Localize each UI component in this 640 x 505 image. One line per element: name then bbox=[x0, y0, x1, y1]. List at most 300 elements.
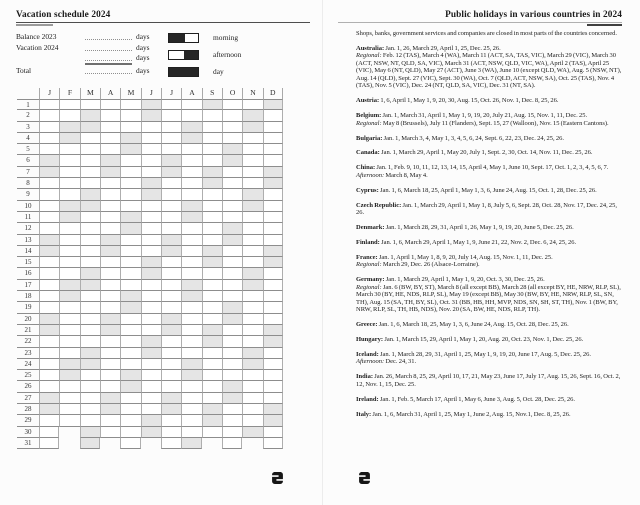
weekend-cell bbox=[80, 348, 100, 359]
day-cell bbox=[202, 381, 222, 392]
day-cell bbox=[181, 314, 201, 325]
day-number: 24 bbox=[17, 359, 39, 370]
day-cell bbox=[242, 393, 262, 404]
day-cell bbox=[120, 99, 140, 110]
country-name: Iceland: bbox=[356, 350, 379, 358]
day-cell bbox=[39, 302, 59, 313]
day-cell bbox=[263, 268, 283, 279]
day-cell bbox=[39, 381, 59, 392]
day-cell bbox=[141, 393, 161, 404]
month-letter: O bbox=[222, 88, 242, 99]
weekend-cell bbox=[161, 325, 181, 336]
weekend-cell bbox=[202, 99, 222, 110]
day-number: 29 bbox=[17, 415, 39, 426]
weekend-cell bbox=[39, 155, 59, 166]
right-page-title: Public holidays in various countries in 2024 bbox=[445, 10, 622, 20]
total-sum-rule bbox=[85, 63, 132, 66]
day-cell bbox=[222, 280, 242, 291]
weekend-cell bbox=[100, 246, 120, 257]
country-name: Canada: bbox=[356, 149, 380, 157]
country-name: Belgium: bbox=[356, 112, 382, 120]
day-cell bbox=[39, 359, 59, 370]
day-cell bbox=[181, 381, 201, 392]
day-cell bbox=[222, 370, 242, 381]
legend-label: afternoon bbox=[213, 49, 242, 59]
day-cell bbox=[161, 212, 181, 223]
day-cell bbox=[120, 189, 140, 200]
country-entry: Bulgaria: Jan. 1, March 3, 4, May 1, 3, 4, 5, 6, 24, Sept. 6, 22, 23, Dec. 24, 25, 26. bbox=[356, 134, 564, 142]
day-number: 8 bbox=[17, 178, 39, 189]
day-cell bbox=[141, 223, 161, 234]
day-cell bbox=[181, 393, 201, 404]
weekend-cell bbox=[161, 167, 181, 178]
weekend-cell bbox=[39, 246, 59, 257]
legend-row-afternoon bbox=[0, 50, 270, 61]
month-letter: J bbox=[161, 88, 181, 99]
day-cell bbox=[181, 235, 201, 246]
day-cell bbox=[181, 155, 201, 166]
day-cell bbox=[39, 99, 59, 110]
day-cell bbox=[161, 144, 181, 155]
day-cell bbox=[242, 314, 262, 325]
weekend-cell bbox=[141, 348, 161, 359]
day-number: 16 bbox=[17, 268, 39, 279]
form-row-label: Balance 2023 bbox=[16, 32, 57, 41]
day-cell bbox=[39, 427, 59, 438]
day-cell bbox=[100, 291, 120, 302]
day-cell bbox=[80, 246, 100, 257]
day-number: 13 bbox=[17, 235, 39, 246]
weekend-cell bbox=[263, 167, 283, 178]
day-cell bbox=[100, 359, 120, 370]
day-cell bbox=[202, 110, 222, 121]
day-cell bbox=[181, 257, 201, 268]
day-cell bbox=[222, 201, 242, 212]
day-number: 27 bbox=[17, 393, 39, 404]
weekend-cell bbox=[120, 291, 140, 302]
day-cell bbox=[242, 223, 262, 234]
day-number: 9 bbox=[17, 189, 39, 200]
day-cell bbox=[141, 280, 161, 291]
day-cell bbox=[100, 268, 120, 279]
day-cell bbox=[39, 133, 59, 144]
day-cell bbox=[100, 144, 120, 155]
country-entry: Hungary: Jan. 1, March 15, 29, April 1, May 1, 20, Aug. 20, Oct. 23, Nov. 1, Dec. 25, 26. bbox=[356, 335, 584, 343]
left-page-title: Vacation schedule 2024 bbox=[16, 10, 111, 20]
day-cell bbox=[100, 189, 120, 200]
day-cell bbox=[263, 438, 283, 449]
weekend-cell bbox=[242, 280, 262, 291]
day-cell bbox=[39, 268, 59, 279]
country-entry: Czech Republic: Jan. 1, March 29, April 1, May 1, 8, July 5, 6, Sept. 28, Oct. 28, Nov. 17, Dec. 24, 25, 26. bbox=[356, 201, 618, 217]
day-cell bbox=[161, 427, 181, 438]
day-cell bbox=[202, 302, 222, 313]
day-cell bbox=[59, 246, 79, 257]
day-cell bbox=[222, 359, 242, 370]
month-letter: M bbox=[120, 88, 140, 99]
weekend-cell bbox=[141, 99, 161, 110]
day-number: 4 bbox=[17, 133, 39, 144]
day-cell bbox=[202, 427, 222, 438]
country-entry: Italy: Jan. 1, 6, March 31, April 1, 25, May 1, June 2, Aug. 15, Nov.1, Dec. 8, 25, 26. bbox=[356, 410, 571, 418]
day-cell bbox=[263, 381, 283, 392]
country-entry: Iceland: Jan. 1, March 28, 29, 31, April 1, 25, May 1, 9, 19, 20, June 17, Aug. 5, Dec. 25, 26. Afternoon: Dec. 24, 31. bbox=[356, 350, 591, 366]
day-cell bbox=[59, 110, 79, 121]
day-cell bbox=[39, 201, 59, 212]
day-cell bbox=[161, 257, 181, 268]
weekend-cell bbox=[39, 314, 59, 325]
day-number: 20 bbox=[17, 314, 39, 325]
page-divider bbox=[322, 0, 323, 505]
weekend-cell bbox=[222, 393, 242, 404]
day-cell bbox=[263, 223, 283, 234]
day-cell bbox=[161, 370, 181, 381]
day-cell bbox=[222, 99, 242, 110]
day-cell bbox=[263, 280, 283, 291]
day-cell bbox=[120, 393, 140, 404]
day-number: 17 bbox=[17, 280, 39, 291]
day-cell bbox=[100, 212, 120, 223]
day-cell bbox=[222, 404, 242, 415]
day-number: 23 bbox=[17, 348, 39, 359]
weekend-cell bbox=[141, 110, 161, 121]
day-cell bbox=[161, 122, 181, 133]
day-cell bbox=[39, 280, 59, 291]
day-cell bbox=[242, 325, 262, 336]
day-cell bbox=[161, 336, 181, 347]
legend-label: day bbox=[213, 66, 224, 76]
day-cell bbox=[59, 381, 79, 392]
day-cell bbox=[181, 223, 201, 234]
weekend-cell bbox=[80, 201, 100, 212]
day-cell bbox=[141, 314, 161, 325]
grid-corner bbox=[17, 88, 39, 99]
country-name: Australia: bbox=[356, 44, 385, 52]
weekend-cell bbox=[59, 201, 79, 212]
weekend-cell bbox=[263, 246, 283, 257]
day-cell bbox=[120, 167, 140, 178]
day-cell bbox=[161, 415, 181, 426]
day-cell bbox=[80, 415, 100, 426]
day-cell bbox=[202, 393, 222, 404]
empty-slot bbox=[59, 438, 79, 449]
country-entry: Australia: Jan. 1, 26, March 29, April 1, 25, Dec. 25, 26. Regional: Feb. 12 (TAS), March 4 (WA), March 11 (ACT, SA, TAS, VIC), March 29 (VIC), March 30 (ACT, NSW, NT, QLD, SA, VIC), March 31 (ACT, NSW, QLD, VIC, WA), April 2 (TAS), April 25 (VIC), May 6 (NT, QLD), May 27 (ACT), June 3 (WA), June 10 (except QLD, WA), Aug. 5 (NSW, NT), Aug. 14 (QLD), Sept. 27 (VIC), Sept. 30 (WA), Oct. 7 (QLD, ACT, NSW, SA), Oct. 25 (TAS), Nov. 4 (TAS), Nov. 5 (VIC), Dec. 24 (NT, QLD, SA, VIC), Dec. 31 (NT, SA). bbox=[356, 44, 622, 90]
day-cell bbox=[242, 415, 262, 426]
day-cell bbox=[39, 415, 59, 426]
day-cell bbox=[222, 257, 242, 268]
day-cell bbox=[120, 246, 140, 257]
country-name: Hungary: bbox=[356, 335, 384, 343]
weekend-cell bbox=[80, 427, 100, 438]
weekend-cell bbox=[80, 438, 100, 449]
day-cell bbox=[222, 415, 242, 426]
weekend-cell bbox=[120, 133, 140, 144]
day-cell bbox=[80, 235, 100, 246]
weekend-cell bbox=[100, 155, 120, 166]
day-number: 14 bbox=[17, 246, 39, 257]
form-row-label: Vacation 2024 bbox=[16, 42, 59, 52]
country-name: Denmark: bbox=[356, 224, 385, 232]
day-cell bbox=[120, 348, 140, 359]
weekend-cell bbox=[181, 122, 201, 133]
day-cell bbox=[161, 280, 181, 291]
country-name: Italy: bbox=[356, 410, 372, 418]
weekend-cell bbox=[181, 370, 201, 381]
weekend-cell bbox=[100, 167, 120, 178]
empty-slot bbox=[141, 438, 161, 449]
day-cell bbox=[80, 336, 100, 347]
day-cell bbox=[59, 144, 79, 155]
day-cell bbox=[181, 178, 201, 189]
weekend-cell bbox=[263, 325, 283, 336]
country-entry: China: Jan. 1, Feb. 9, 10, 11, 12, 13, 14, 15, April 4, May 1, June 10, Sept. 17, Oct. 1, 2, 3, 4, 5, 6, 7. Afternoon: March 8, May 4. bbox=[356, 164, 609, 179]
month-letter: J bbox=[39, 88, 59, 99]
day-cell bbox=[222, 291, 242, 302]
day-cell bbox=[59, 268, 79, 279]
day-cell bbox=[39, 257, 59, 268]
day-cell bbox=[181, 268, 201, 279]
day-cell bbox=[39, 189, 59, 200]
weekend-cell bbox=[263, 178, 283, 189]
day-cell bbox=[161, 302, 181, 313]
day-cell bbox=[242, 155, 262, 166]
day-cell bbox=[120, 122, 140, 133]
month-letter: F bbox=[59, 88, 79, 99]
country-name: Ireland: bbox=[356, 395, 379, 403]
day-cell bbox=[59, 348, 79, 359]
day-cell bbox=[202, 201, 222, 212]
day-cell bbox=[141, 201, 161, 212]
day-cell bbox=[80, 99, 100, 110]
weekend-cell bbox=[222, 155, 242, 166]
day-number: 26 bbox=[17, 381, 39, 392]
weekend-cell bbox=[39, 167, 59, 178]
legend-label: morning bbox=[213, 32, 239, 42]
day-number: 15 bbox=[17, 257, 39, 268]
day-cell bbox=[222, 122, 242, 133]
day-cell bbox=[263, 155, 283, 166]
day-cell bbox=[59, 155, 79, 166]
weekend-cell bbox=[120, 144, 140, 155]
day-cell bbox=[222, 438, 242, 449]
form-row-label: Total bbox=[16, 66, 32, 75]
day-number: 18 bbox=[17, 291, 39, 302]
day-cell bbox=[120, 438, 140, 449]
day-cell bbox=[120, 110, 140, 121]
day-cell bbox=[141, 167, 161, 178]
day-cell bbox=[222, 212, 242, 223]
country-name: France: bbox=[356, 253, 378, 261]
day-cell bbox=[263, 133, 283, 144]
weekend-cell bbox=[222, 235, 242, 246]
day-cell bbox=[39, 144, 59, 155]
day-number: 5 bbox=[17, 144, 39, 155]
legend-swatch-fill bbox=[184, 51, 198, 60]
day-cell bbox=[202, 370, 222, 381]
country-entry: Cyprus: Jan. 1, 6, March 18, 25, April 1, May 1, 3, 6, June 24, Aug. 15, Oct. 1, 28, Dec. 25, 26. bbox=[356, 186, 597, 194]
weekend-cell bbox=[39, 404, 59, 415]
weekend-cell bbox=[120, 381, 140, 392]
day-cell bbox=[263, 348, 283, 359]
legend-row-day bbox=[0, 67, 270, 78]
day-cell bbox=[242, 235, 262, 246]
day-cell bbox=[222, 133, 242, 144]
day-cell bbox=[263, 235, 283, 246]
country-entry: Greece: Jan. 1, 6, March 18, 25, May 1, 3, 6, June 24, Aug. 15, Oct. 28, Dec. 25, 26. bbox=[356, 321, 569, 329]
month-letter: J bbox=[141, 88, 161, 99]
day-cell bbox=[100, 381, 120, 392]
day-cell bbox=[181, 336, 201, 347]
day-cell bbox=[202, 133, 222, 144]
weekend-cell bbox=[202, 167, 222, 178]
weekend-cell bbox=[120, 302, 140, 313]
day-cell bbox=[242, 99, 262, 110]
day-cell bbox=[263, 291, 283, 302]
country-name: Finland: bbox=[356, 238, 380, 246]
day-cell bbox=[222, 427, 242, 438]
day-cell bbox=[202, 212, 222, 223]
day-number: 3 bbox=[17, 122, 39, 133]
day-cell bbox=[100, 201, 120, 212]
weekend-cell bbox=[141, 189, 161, 200]
weekend-cell bbox=[181, 280, 201, 291]
weekend-cell bbox=[120, 223, 140, 234]
day-cell bbox=[161, 381, 181, 392]
day-cell bbox=[141, 359, 161, 370]
month-letter: D bbox=[263, 88, 283, 99]
day-cell bbox=[39, 178, 59, 189]
day-cell bbox=[242, 370, 262, 381]
day-number: 2 bbox=[17, 110, 39, 121]
day-cell bbox=[100, 302, 120, 313]
day-cell bbox=[263, 212, 283, 223]
day-cell bbox=[222, 110, 242, 121]
day-cell bbox=[100, 348, 120, 359]
day-cell bbox=[59, 415, 79, 426]
day-cell bbox=[242, 144, 262, 155]
day-cell bbox=[242, 133, 262, 144]
day-cell bbox=[202, 189, 222, 200]
day-cell bbox=[242, 404, 262, 415]
empty-slot bbox=[242, 438, 262, 449]
legend-swatch-fill bbox=[169, 34, 185, 43]
day-cell bbox=[161, 268, 181, 279]
weekend-cell bbox=[100, 314, 120, 325]
weekend-cell bbox=[100, 325, 120, 336]
day-cell bbox=[39, 212, 59, 223]
day-cell bbox=[39, 336, 59, 347]
weekend-cell bbox=[222, 314, 242, 325]
day-cell bbox=[242, 167, 262, 178]
weekend-cell bbox=[39, 393, 59, 404]
day-cell bbox=[181, 99, 201, 110]
weekend-cell bbox=[80, 122, 100, 133]
weekend-cell bbox=[242, 359, 262, 370]
day-cell bbox=[161, 133, 181, 144]
note-label: Regional: bbox=[356, 52, 382, 60]
day-cell bbox=[100, 336, 120, 347]
day-number: 28 bbox=[17, 404, 39, 415]
weekend-cell bbox=[263, 257, 283, 268]
day-cell bbox=[120, 404, 140, 415]
day-cell bbox=[242, 302, 262, 313]
day-cell bbox=[161, 178, 181, 189]
day-cell bbox=[100, 178, 120, 189]
day-cell bbox=[141, 144, 161, 155]
day-number: 19 bbox=[17, 302, 39, 313]
country-entry: Denmark: Jan. 1, March 28, 29, 31, April 1, 26, May 1, 9, 19, 20, June 5, Dec. 25, 26. bbox=[356, 224, 574, 232]
day-cell bbox=[80, 381, 100, 392]
month-letter: M bbox=[80, 88, 100, 99]
day-cell bbox=[120, 257, 140, 268]
day-cell bbox=[39, 348, 59, 359]
day-cell bbox=[263, 427, 283, 438]
right-title-block bbox=[338, 9, 622, 23]
day-cell bbox=[181, 167, 201, 178]
weekend-cell bbox=[161, 314, 181, 325]
day-cell bbox=[59, 393, 79, 404]
day-cell bbox=[80, 370, 100, 381]
day-cell bbox=[59, 336, 79, 347]
day-cell bbox=[141, 235, 161, 246]
day-number: 21 bbox=[17, 325, 39, 336]
day-cell bbox=[39, 438, 59, 449]
day-cell bbox=[100, 223, 120, 234]
right-title-accent-bar bbox=[587, 24, 622, 26]
holidays-text-column bbox=[356, 30, 622, 425]
day-cell bbox=[100, 415, 120, 426]
weekend-cell bbox=[59, 122, 79, 133]
day-cell bbox=[120, 178, 140, 189]
day-cell bbox=[181, 325, 201, 336]
weekend-cell bbox=[222, 223, 242, 234]
day-number: 10 bbox=[17, 201, 39, 212]
country-entry: Ireland: Jan. 1, Feb. 5, March 17, April 1, May 6, June 3, Aug. 5, Oct. 28, Dec. 25, 26. bbox=[356, 395, 576, 403]
day-cell bbox=[263, 393, 283, 404]
day-cell bbox=[100, 110, 120, 121]
weekend-cell bbox=[263, 404, 283, 415]
weekend-cell bbox=[59, 291, 79, 302]
left-title-block bbox=[16, 9, 310, 23]
day-cell bbox=[59, 325, 79, 336]
day-cell bbox=[80, 144, 100, 155]
weekend-cell bbox=[181, 133, 201, 144]
day-cell bbox=[141, 212, 161, 223]
day-cell bbox=[100, 370, 120, 381]
day-cell bbox=[80, 167, 100, 178]
note-label: Regional: bbox=[356, 283, 382, 291]
weekend-cell bbox=[202, 257, 222, 268]
day-cell bbox=[202, 280, 222, 291]
weekend-cell bbox=[202, 325, 222, 336]
day-cell bbox=[242, 178, 262, 189]
day-cell bbox=[263, 144, 283, 155]
weekend-cell bbox=[80, 280, 100, 291]
day-cell bbox=[120, 314, 140, 325]
country-entry: India: Jan. 26, March 8, 25, 29, April 10, 17, 21, May 23, June 17, July 17, Aug. 15, 26, Sept. 16, Oct. 2, 12, Nov. 1, 15, Dec. 25. bbox=[356, 373, 621, 388]
day-cell bbox=[141, 404, 161, 415]
day-cell bbox=[222, 268, 242, 279]
weekend-cell bbox=[181, 212, 201, 223]
weekend-cell bbox=[141, 415, 161, 426]
weekend-cell bbox=[59, 359, 79, 370]
day-cell bbox=[222, 325, 242, 336]
month-letter: A bbox=[100, 88, 120, 99]
day-cell bbox=[242, 246, 262, 257]
weekend-cell bbox=[39, 325, 59, 336]
day-cell bbox=[80, 223, 100, 234]
day-cell bbox=[202, 155, 222, 166]
